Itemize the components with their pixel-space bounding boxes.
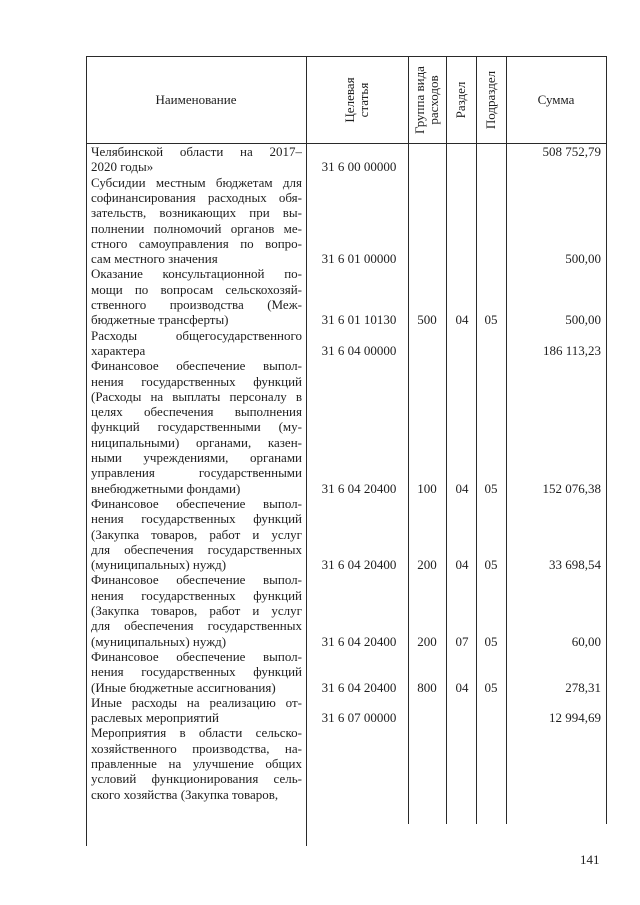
row-amount: 186 113,23	[542, 342, 601, 358]
row-code: 31 6 01 00000	[321, 251, 397, 267]
row-name-line: раслевых мероприятий	[91, 710, 219, 726]
row-subsection: 05	[484, 633, 498, 649]
row-expense-group: 800	[417, 679, 437, 695]
row-name-line: функций государственными (му-	[91, 419, 302, 435]
row-amount: 60,00	[571, 633, 601, 649]
row-name-line: (Расходы на выплаты персоналу в	[91, 388, 302, 404]
row-subsection: 05	[484, 557, 498, 573]
row-name-line: (муниципальных) нужд)	[91, 557, 227, 573]
table-border-top	[86, 56, 607, 57]
header-name: Наименование	[155, 92, 237, 107]
header-subsection: Подраздел	[483, 70, 498, 130]
row-name-line: Расходы общегосударственного	[91, 327, 302, 343]
row-name-line: Иные расходы на реализацию от-	[91, 694, 302, 710]
row-expense-group: 200	[417, 557, 437, 573]
row-section: 04	[455, 679, 469, 695]
row-name-line: нения государственных функций	[91, 587, 302, 603]
table-border-right	[606, 56, 607, 824]
row-code: 31 6 01 10130	[321, 312, 397, 328]
header-target-article: Целевая статья	[342, 77, 371, 123]
row-code: 31 6 04 20400	[321, 557, 397, 573]
row-name-line: для обеспечения государственных	[91, 541, 302, 557]
row-code: 31 6 04 20400	[321, 480, 397, 496]
row-name-line: Финансовое обеспечение выпол-	[91, 572, 302, 588]
row-amount: 278,31	[565, 679, 601, 695]
column-divider-subsection	[476, 56, 477, 824]
row-name-line: ского хозяйства (Закупка товаров,	[91, 786, 279, 802]
row-subsection: 05	[484, 480, 498, 496]
row-section: 04	[455, 312, 469, 328]
row-code: 31 6 04 20400	[321, 679, 397, 695]
header-section: Раздел	[453, 81, 468, 119]
row-name-line: Субсидии местным бюджетам для	[91, 174, 302, 190]
row-name-line: (Закупка товаров, работ и услуг	[91, 526, 302, 542]
row-amount: 508 752,79	[542, 144, 601, 159]
row-subsection: 05	[484, 679, 498, 695]
table-border-left	[86, 56, 87, 846]
row-name-line: для обеспечения государственных	[91, 618, 302, 634]
row-name-line: софинансирования расходных обя-	[91, 189, 302, 205]
row-name-line: нения государственных функций	[91, 373, 302, 389]
row-code: 31 6 04 20400	[321, 633, 397, 649]
row-name-line: Мероприятия в области сельско-	[91, 725, 302, 741]
row-name-line: Финансовое обеспечение выпол-	[91, 495, 302, 511]
row-expense-group: 500	[417, 312, 437, 328]
row-code: 31 6 04 00000	[321, 342, 397, 358]
row-name-line: ными учреждениями, органами	[91, 450, 302, 465]
row-name-line: управления государственными	[91, 465, 302, 481]
row-amount: 500,00	[565, 312, 601, 328]
row-name-line: нения государственных функций	[91, 511, 302, 527]
column-divider-section	[446, 56, 447, 824]
column-divider-code	[306, 56, 307, 846]
row-name-line: полнении полномочий органов ме-	[91, 220, 302, 236]
row-amount: 500,00	[565, 251, 601, 267]
row-name-line: (муниципальных) нужд)	[91, 633, 227, 649]
row-name-line: 2020 годы»	[91, 159, 154, 175]
row-amount: 12 994,69	[549, 710, 601, 726]
row-amount: 33 698,54	[549, 557, 601, 573]
row-name-line: Оказание консультационной по-	[91, 266, 302, 282]
row-code: 31 6 00 00000	[321, 159, 397, 175]
row-name-line: Финансовое обеспечение выпол-	[91, 358, 302, 374]
row-name-line: сам местного значения	[91, 251, 218, 267]
row-name-line: целях обеспечения выполнения	[91, 404, 302, 420]
row-name-line: (Иные бюджетные ассигнования)	[91, 679, 276, 695]
row-name-line: характера	[91, 342, 146, 358]
row-name-line: хозяйственного производства, на-	[91, 740, 302, 756]
row-name-line: ниципальными) органами, казен-	[91, 434, 302, 450]
row-subsection: 05	[484, 312, 498, 328]
row-name-line: стного самоуправления по вопро-	[91, 235, 302, 251]
row-section: 04	[455, 480, 469, 496]
row-amount: 152 076,38	[542, 480, 601, 496]
row-expense-group: 200	[417, 633, 437, 649]
header-expense-group: Группа вида расходов	[412, 66, 441, 134]
header-amount: Сумма	[537, 92, 575, 107]
row-name-line: внебюджетными фондами)	[91, 480, 241, 496]
row-name-line: условий функционирования сель-	[91, 771, 302, 787]
row-name-line: зательств, возникающих при вы-	[91, 205, 302, 221]
row-name-line: (Закупка товаров, работ и услуг	[91, 603, 302, 618]
row-name-line: Финансовое обеспечение выпол-	[91, 648, 302, 664]
column-divider-amount	[506, 56, 507, 824]
row-name-line: мощи по вопросам сельскохозяй-	[91, 281, 302, 297]
row-name-line: ственного производства (Меж-	[91, 297, 302, 312]
row-code: 31 6 07 00000	[321, 710, 397, 726]
page-number: 141	[580, 852, 600, 867]
row-name-line: правленные на улучшение общих	[91, 756, 302, 771]
row-section: 04	[455, 557, 469, 573]
row-name-line: нения государственных функций	[91, 664, 302, 680]
row-section: 07	[455, 633, 469, 649]
row-name-line: Челябинской области на 2017–	[91, 144, 302, 159]
row-name-line: бюджетные трансферты)	[91, 312, 229, 328]
column-divider-group	[408, 56, 409, 824]
row-expense-group: 100	[417, 480, 437, 496]
